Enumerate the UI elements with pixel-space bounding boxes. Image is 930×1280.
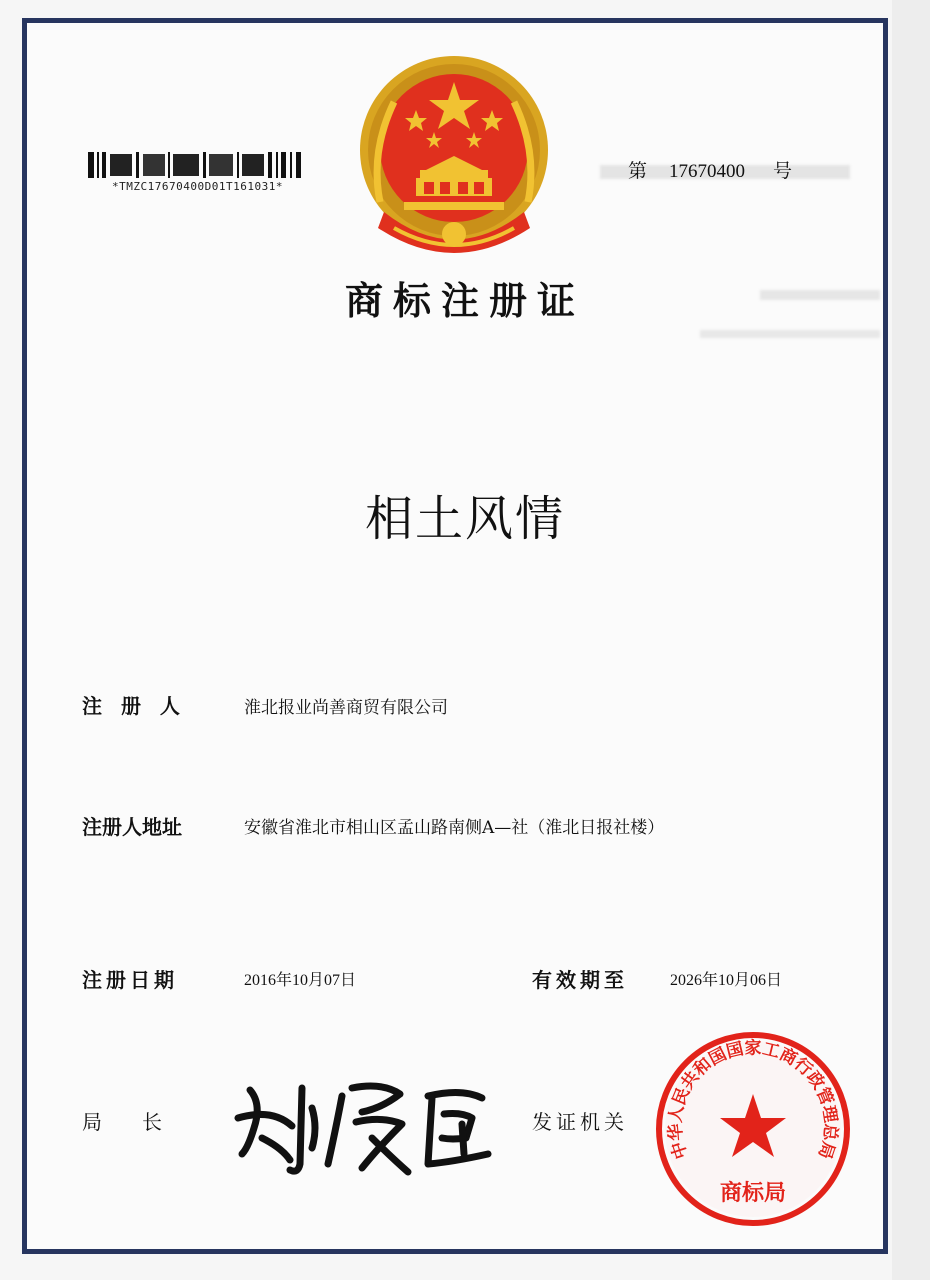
issuer-label: 发证机关 (532, 1110, 628, 1134)
registrant-label: 注 册 人 (82, 694, 186, 718)
registration-prefix: 第 (628, 160, 648, 182)
seal-center-text: 商标局 (719, 1181, 787, 1206)
registration-number (628, 156, 792, 183)
bleed-through-text (700, 330, 880, 338)
national-emblem-icon (354, 52, 554, 264)
address-label: 注册人地址 (82, 815, 182, 839)
reg-date-value: 2016年10月07日 (244, 972, 357, 989)
trademark-text: 相土风情 (364, 491, 565, 547)
seal-outer-text: 中华人民共和国国家工商行政管理总局 (665, 1038, 841, 1162)
page-edge (892, 0, 930, 1280)
valid-until-label: 有效期至 (532, 968, 628, 992)
certificate-title: 商标注册证 (344, 278, 585, 323)
registrant-value: 淮北报业尚善商贸有限公司 (244, 698, 448, 718)
director-label: 局 长 (82, 1110, 162, 1134)
barcode (88, 152, 304, 178)
registration-number-value: 17670400 (669, 161, 746, 182)
director-signature (232, 1068, 502, 1188)
official-seal (654, 1030, 852, 1228)
barcode-text: *TMZC17670400D01T161031* (112, 180, 283, 193)
reg-date-label: 注册日期 (82, 968, 178, 992)
address-value: 安徽省淮北市相山区孟山路南侧A—社（淮北日报社楼） (244, 818, 665, 838)
valid-until-value: 2026年10月06日 (670, 972, 783, 989)
registration-suffix: 号 (773, 160, 793, 182)
